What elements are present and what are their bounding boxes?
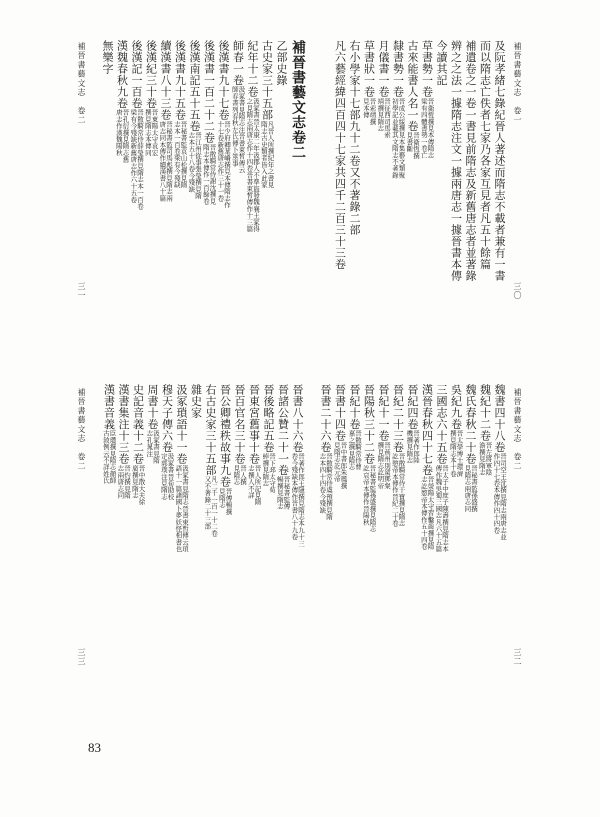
- annotation: 晉荊州別駕鄧粲撰見隋志訖明帝: [376, 441, 391, 489]
- text-column: [347, 40, 362, 290]
- column-text: 凡六藝經緯四百四十七家共四千二百三十三卷: [333, 40, 347, 270]
- column-text: 後漢南記五十五卷: [188, 40, 201, 132]
- annotation: 晉散騎常侍曹嘉之撰見隋志: [347, 430, 362, 471]
- annotation: 晉散騎常侍干寶撰見隋志訖愍帝本傳作晉紀二十卷: [390, 453, 406, 527]
- annotation: 晉東陽太守袁宏撰見隋志本傳同: [143, 109, 159, 156]
- text-column: [361, 384, 376, 654]
- text-column: [419, 40, 434, 290]
- annotation: 凡晉人所撰紀年之書見隋志古史類者皆入此家: [259, 120, 275, 188]
- margin-page-number: 三一: [77, 282, 86, 301]
- annotation: 晉中書郎朱鳳撰見隋志訖元帝: [332, 441, 348, 489]
- column-text: 史記音義十二卷: [131, 384, 145, 465]
- column-text: 續漢書八十三卷: [159, 40, 172, 121]
- annotation: 汲冢書見隋志孔晁注: [145, 430, 160, 464]
- text-column: [275, 384, 290, 654]
- column-text: 晉後略記五卷: [262, 384, 275, 453]
- text-column: [230, 40, 245, 290]
- text-column: [201, 40, 216, 290]
- column-text: 後漢書九十七卷: [217, 40, 230, 121]
- annotation: 晉左將軍陰澹撰見隋志: [477, 441, 493, 475]
- margin-running-title: 補晉書藝文志 卷一: [513, 42, 522, 125]
- text-column: [246, 384, 261, 654]
- column-text: 古史家三十五部: [260, 40, 274, 121]
- annotation: 晉秘書監傅暢撰見隋志: [275, 476, 291, 510]
- column-text: 晉紀二十三卷: [391, 384, 405, 453]
- page-text: [330, 40, 506, 290]
- annotation: 晉太學博士環濟撰見隋志本十卷: [448, 430, 464, 477]
- annotation: 晉司空王沈撰見隋志兩唐志並作四十七卷本傳作四十四卷: [492, 453, 507, 541]
- text-column: [332, 384, 347, 654]
- margin-page-number: 三三: [77, 648, 86, 667]
- column-text: 吳紀九卷: [449, 384, 463, 430]
- column-text: 今讀其記: [435, 40, 448, 86]
- page-top-left: [97, 40, 308, 290]
- text-column: [361, 40, 376, 290]
- text-column: [159, 384, 174, 654]
- volume-title: 補晉書藝文志卷二: [290, 40, 306, 160]
- column-text: 而以隋志亡佚者七家乃各家互見者凡五十餘篇: [478, 40, 492, 270]
- annotation: 晉衛恆撰見本傳隋志梁有四體書勢一卷亡: [419, 97, 435, 158]
- column-text: 漢魏春秋九卷: [115, 40, 129, 109]
- column-text: 漢書音義: [102, 384, 116, 430]
- text-column: [217, 384, 232, 654]
- text-column: [376, 384, 391, 654]
- annotation: 晉滎陽太守習鑿齒撰見隋志訖愍帝本傳作五十四卷: [419, 476, 435, 550]
- column-text: 晉公卿禮秩故事九卷: [218, 384, 232, 488]
- annotation: 臣瓚撰見隋志顏師古敘例云不詳姓氏: [101, 430, 117, 484]
- column-text: 月儀書一卷: [377, 40, 390, 98]
- text-column: [116, 384, 131, 654]
- margin-running-title: 補晉書藝文志 卷二: [77, 42, 86, 125]
- text-column: [101, 384, 116, 654]
- column-text: 後漢記一百卷: [130, 40, 143, 109]
- column-text: 草書狀一卷: [362, 40, 376, 98]
- annotation: 晉秘書監司馬彪撰見隋志兩唐志同本傳作續漢書八十篇: [158, 120, 173, 201]
- column-text: 晉書八十六卷: [291, 384, 304, 453]
- column-text: 魏紀十二卷: [478, 384, 492, 442]
- annotation: 晉下邳太守荀綽撰見隋志: [261, 453, 276, 494]
- page-text: [98, 384, 304, 654]
- margin-running-title: 補晉書藝文志 卷二: [77, 388, 86, 471]
- text-column: [477, 384, 492, 654]
- column-text: 穆天子傳六卷: [160, 384, 174, 453]
- margin-running-title: 補晉書藝文志 卷二: [513, 388, 522, 471]
- text-column: [492, 40, 507, 290]
- text-column: [405, 40, 420, 290]
- text-column: [130, 384, 145, 654]
- page-top-right: [330, 40, 506, 290]
- text-column: [187, 40, 202, 290]
- margin-page-number: 三二: [513, 648, 522, 667]
- annotation: 凡二千一百一十二卷又不著錄二十三部: [203, 476, 218, 537]
- text-column: [448, 384, 463, 654]
- annotation: 汲冢書晉太康二年汲郡人不準盜發魏襄王冢得之見隋志兩唐志作十四卷晉書束皙傳作十三篇: [245, 97, 260, 232]
- text-column: [145, 384, 160, 654]
- text-column: [376, 40, 391, 290]
- column-text: 後漢紀三十卷: [144, 40, 158, 109]
- margin-page-number: 三〇: [513, 282, 522, 301]
- text-column: [188, 384, 203, 654]
- column-text: 辨之之法一據隋志注文一據兩唐志一據晉書本傳: [449, 40, 463, 282]
- page-text: [315, 384, 506, 654]
- text-column: [390, 40, 405, 290]
- text-column: [203, 384, 218, 654]
- section-title: [274, 40, 289, 290]
- text-column: [114, 40, 129, 290]
- text-column: [232, 384, 247, 654]
- text-column: [245, 40, 260, 290]
- text-column: [129, 40, 144, 290]
- annotation: 晉散騎常侍謝沈撰見隋志本傳作一百餘卷: [201, 143, 217, 204]
- column-text: 晉紀十卷: [348, 384, 361, 430]
- column-text: 晉百官名三十卷: [233, 384, 246, 465]
- scan-page-number: 83: [88, 740, 101, 755]
- text-column: [143, 40, 158, 290]
- column-text: 汲冢瑣語十一卷: [175, 384, 188, 465]
- annotation: 晉散騎常侍薛瑩撰見隋志本一百卷梁有今殘缺新舊唐志作六十五卷: [129, 109, 144, 210]
- column-text: 紀年十二卷: [246, 40, 259, 98]
- column-text: 三國志六十五卷: [435, 384, 448, 465]
- annotation: 晉中散大夫徐廣撰見隋志: [130, 464, 146, 505]
- text-column: [332, 40, 347, 290]
- column-text: 後漢書一百二十二卷: [202, 40, 216, 144]
- column-text: 右小學家十七部九十二卷又不著錄二部: [348, 40, 361, 236]
- column-text: 補遺卷之一卷一書見前隋志及新舊唐志者並著錄: [464, 40, 477, 282]
- column-text: 晉紀十一卷: [377, 384, 390, 442]
- annotation: 晉人撰見隋志: [232, 464, 247, 485]
- page-text: [97, 40, 308, 290]
- column-text: 師春一卷: [231, 40, 245, 86]
- column-text: 魏書四十八卷: [493, 384, 506, 453]
- text-column: [448, 40, 463, 290]
- text-column: [347, 384, 362, 654]
- column-text: 後漢書九十五卷: [173, 40, 187, 121]
- column-text: 隸書勢一卷: [391, 40, 405, 98]
- column-text: 無樂字: [101, 40, 114, 75]
- column-text: 右古史家三十五部: [204, 384, 217, 476]
- text-column: [434, 384, 449, 654]
- text-column: [172, 40, 187, 290]
- text-column: [261, 384, 276, 654]
- annotation: 晉人所記見隋志撰人不詳: [246, 464, 262, 505]
- text-column: [216, 40, 231, 290]
- annotation: 晉傅暢撰見隋志: [217, 487, 233, 515]
- text-column: [492, 384, 507, 654]
- column-text: 雜史家: [189, 384, 203, 419]
- page-bottom-right: [315, 384, 506, 654]
- annotation: 晉衛恆撰見書斷: [405, 132, 420, 159]
- annotation: 汲冢書見隋志晉書束皙傳云瑣語十一篇諸國卜夢妖怪相書也: [174, 464, 189, 552]
- text-column: [100, 40, 115, 290]
- column-text: 晉書十四卷: [333, 384, 347, 442]
- text-column: [463, 40, 478, 290]
- annotation: 晉秘書監孫盛撰見隋志訖哀帝本傳作晉陽秋: [361, 464, 377, 532]
- annotation: 汲冢書晉荀勖校定郭璞注見隋志: [159, 453, 175, 500]
- annotation: 晉太子中庶子陳壽撰見隋志本傳作魏吳蜀三國志凡六十五篇: [434, 464, 449, 552]
- annotation: 晉著作郎陸機撰見隋志: [405, 430, 420, 464]
- text-column: [259, 40, 274, 290]
- column-text: 古來能書人名一卷: [406, 40, 419, 132]
- text-column: [158, 40, 173, 290]
- annotation: 晉著作郎王隱撰見隋志本九十三卷今殘缺本傳作晉書八十九卷: [290, 453, 305, 547]
- annotation: 晉散騎常侍虞預撰見隋志本四十四卷今殘缺: [318, 453, 333, 520]
- text-column: [318, 384, 333, 654]
- annotation: 晉成公綏撰見本集藝文類聚初學記並載其文隋志不著錄: [390, 97, 406, 178]
- annotation: 晉征西司馬索靖撰見隋志: [376, 97, 391, 138]
- column-text: 晉諸公贊二十一卷: [276, 384, 290, 476]
- column-text: 草書勢一卷: [420, 40, 434, 98]
- annotation: 晉灼撰見隋志兩唐志同: [116, 464, 131, 498]
- column-text: 晉紀四卷: [406, 384, 419, 430]
- text-column: [463, 384, 478, 654]
- column-text: 漢書集注十三卷: [117, 384, 130, 465]
- annotation: 晉少府卿華嶠撰見本傳隋志作十七卷新舊唐志作三十一卷: [216, 120, 231, 208]
- page-bottom-left: [98, 384, 304, 654]
- text-column: [477, 40, 492, 290]
- column-text: 及阮孝緒七錄紀晉人著述而隋志不載者兼有一書: [493, 40, 506, 282]
- text-column: [405, 384, 420, 654]
- annotation: 晉秘書監孫盛撰見隋志兩唐志同: [463, 464, 478, 512]
- column-text: 晉書二十六卷: [319, 384, 332, 453]
- annotation: 晉江州從事張瑩撰見隋志本五十八卷今殘缺: [187, 132, 202, 199]
- column-text: 晉東宮舊事十卷: [247, 384, 261, 465]
- column-text: 漢晉春秋四十七卷: [420, 384, 434, 476]
- annotation: 晉孔衍撰見隋志舊唐志作漢魏陽秋: [114, 109, 130, 163]
- annotation: 晉秘書監袁山松撰見隋志本一百卷梁有今殘缺: [172, 120, 188, 188]
- text-column: [434, 40, 449, 290]
- text-column: [290, 384, 305, 654]
- column-text: 周書十卷: [146, 384, 159, 430]
- annotation: 晉索靖撰見本傳: [361, 97, 377, 125]
- text-column: [174, 384, 189, 654]
- section-title-text: 乙部史錄: [275, 40, 288, 86]
- annotation: 汲冢書見隋志注晉書束皙傳云師春書列春秋左氏傳卜筮事: [230, 86, 246, 174]
- text-column: [390, 384, 405, 654]
- column-text: 晉陽秋三十二卷: [362, 384, 376, 465]
- column-text: 魏氏春秋二十卷: [464, 384, 477, 465]
- text-column: [419, 384, 434, 654]
